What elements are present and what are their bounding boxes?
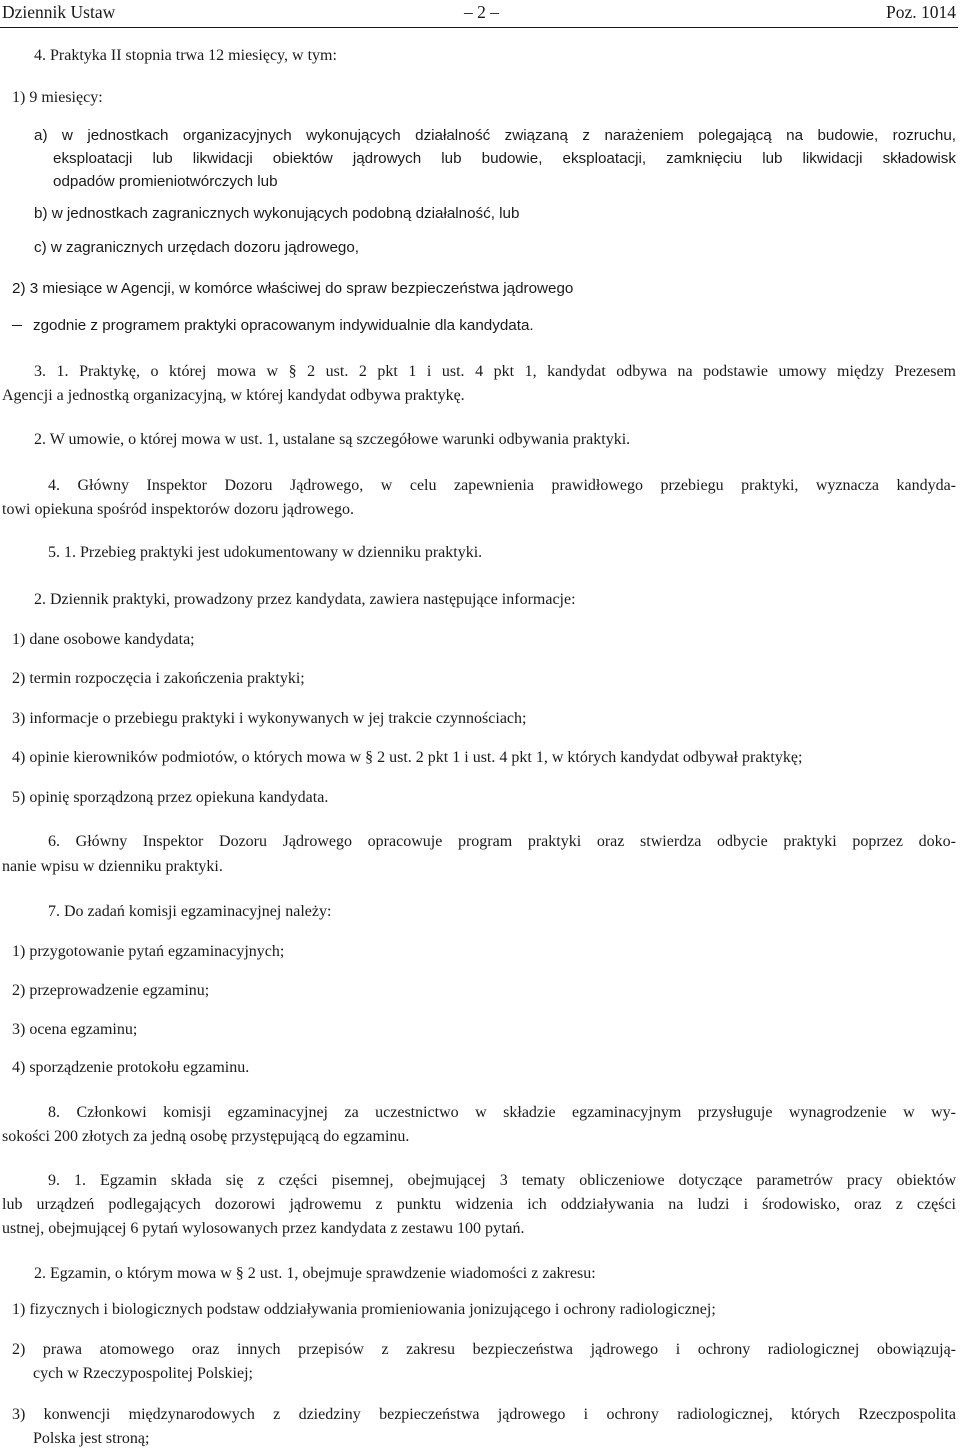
list-item: 2) 3 miesiące w Agencji, w komórce właściwej do spraw bezpieczeństwa jądrowego xyxy=(12,280,574,297)
paragraph-7: 7. Do zadań komisji egzaminacyjnej należy: xyxy=(48,903,332,920)
list-item-a-line: eksploatacji lub likwidacji obiektów jądrowych lub budowie, eksploatacji, zamknięciu lub likwidacji składowisk xyxy=(53,150,956,167)
list-item: 1) dane osobowe kandydata; xyxy=(12,631,195,648)
list-item: 3) ocena egzaminu; xyxy=(12,1021,138,1038)
page-number: – 2 – xyxy=(464,2,499,22)
list-item-c: c) w zagranicznych urzędach dozoru jądrowego, xyxy=(34,239,360,256)
list-item-line: Polska jest stroną; xyxy=(33,1430,150,1447)
paragraph-6-line: nanie wpisu w dzienniku praktyki. xyxy=(2,858,223,875)
header-rule xyxy=(0,27,958,28)
paragraph-3-line: 3. 1. Praktykę, o której mowa w § 2 ust. 2 pkt 1 i ust. 4 pkt 1, kandydat odbywa na podstawie umowy między Prezesem xyxy=(34,363,956,380)
list-item: 3) informacje o przebiegu praktyki i wykonywanych w jej trakcie czynnościach; xyxy=(12,710,527,727)
paragraph-8-line: sokości 200 złotych za jedną osobę przystępującą do egzaminu. xyxy=(2,1128,410,1145)
paragraph-9-2: 2. Egzamin, o którym mowa w § 2 ust. 1, obejmuje sprawdzenie wiadomości z zakresu: xyxy=(34,1265,596,1282)
list-item-a-line: a) w jednostkach organizacyjnych wykonujących działalność związaną z narażeniem polegającą na budowie, rozruchu, xyxy=(34,127,956,144)
paragraph-9-line: 9. 1. Egzamin składa się z części pisemnej, obejmującej 3 tematy obliczeniowe dotyczące parametrów pracy obiektów xyxy=(48,1172,956,1189)
list-item: 4) sporządzenie protokołu egzaminu. xyxy=(12,1059,250,1076)
list-tail-text: zgodnie z programem praktyki opracowanym indywidualnie dla kandydata. xyxy=(33,317,534,334)
list-item-line: 2) prawa atomowego oraz innych przepisów z zakresu bezpieczeństwa jądrowego i ochrony radiologicznej obowiązują- xyxy=(12,1341,956,1358)
paragraph-6-line: 6. Główny Inspektor Dozoru Jądrowego opracowuje program praktyki oraz stwierdza odbycie praktyki poprzez doko- xyxy=(48,833,956,850)
position-number: Poz. 1014 xyxy=(886,2,956,22)
journal-title: Dziennik Ustaw xyxy=(2,2,116,22)
paragraph-3-2: 2. W umowie, o której mowa w ust. 1, ustalane są szczegółowe warunki odbywania praktyki. xyxy=(34,431,631,448)
paragraph-9-line: lub urządzeń podlegających dozorowi jądrowemu z punktu widzenia ich oddziaływania na ludzi i środowisko, oraz z części xyxy=(2,1196,956,1213)
list-item-b: b) w jednostkach zagranicznych wykonujących podobną działalność, lub xyxy=(34,205,520,222)
paragraph-4-heading: 4. Praktyka II stopnia trwa 12 miesięcy, w tym: xyxy=(34,47,337,64)
paragraph-8-line: 8. Członkowi komisji egzaminacyjnej za uczestnictwo w składzie egzaminacyjnym przysługuje wynagrodzenie w wy- xyxy=(48,1104,956,1121)
list-item: 4) opinie kierowników podmiotów, o których mowa w § 2 ust. 2 pkt 1 i ust. 4 pkt 1, w których kandydat odbywał praktykę; xyxy=(12,749,803,766)
list-item: 5) opinię sporządzoną przez opiekuna kandydata. xyxy=(12,789,329,806)
paragraph-5-2: 2. Dziennik praktyki, prowadzony przez kandydata, zawiera następujące informacje: xyxy=(34,591,576,608)
paragraph-3-line: Agencji a jednostką organizacyjną, w której kandydat odbywa praktykę. xyxy=(2,387,465,404)
list-item: 1) 9 miesięcy: xyxy=(12,89,103,106)
list-item-a-line: odpadów promieniotwórczych lub xyxy=(53,173,278,190)
list-item: 2) termin rozpoczęcia i zakończenia praktyki; xyxy=(12,670,305,687)
paragraph-5-1: 5. 1. Przebieg praktyki jest udokumentowany w dzienniku praktyki. xyxy=(48,544,483,561)
list-item: 1) przygotowanie pytań egzaminacyjnych; xyxy=(12,943,285,960)
paragraph-4b-line: 4. Główny Inspektor Dozoru Jądrowego, w celu zapewnienia prawidłowego przebiegu praktyki, wyznacza kandyda- xyxy=(48,477,956,494)
list-item: 1) fizycznych i biologicznych podstaw oddziaływania promieniowania jonizującego i ochrony radiologicznej; xyxy=(12,1301,716,1318)
list-item-line: cych w Rzeczypospolitej Polskiej; xyxy=(33,1365,253,1382)
paragraph-4b-line: towi opiekuna spośród inspektorów dozoru jądrowego. xyxy=(2,501,354,518)
page-header xyxy=(2,2,956,24)
list-item: 2) przeprowadzenie egzaminu; xyxy=(12,982,210,999)
dash-marker xyxy=(12,325,22,326)
list-item-line: 3) konwencji międzynarodowych z dziedziny bezpieczeństwa jądrowego i ochrony radiologicznej, których Rzeczpospolita xyxy=(12,1406,956,1423)
paragraph-9-line: ustnej, obejmującej 6 pytań wylosowanych przez kandydata z zestawu 100 pytań. xyxy=(2,1220,525,1237)
